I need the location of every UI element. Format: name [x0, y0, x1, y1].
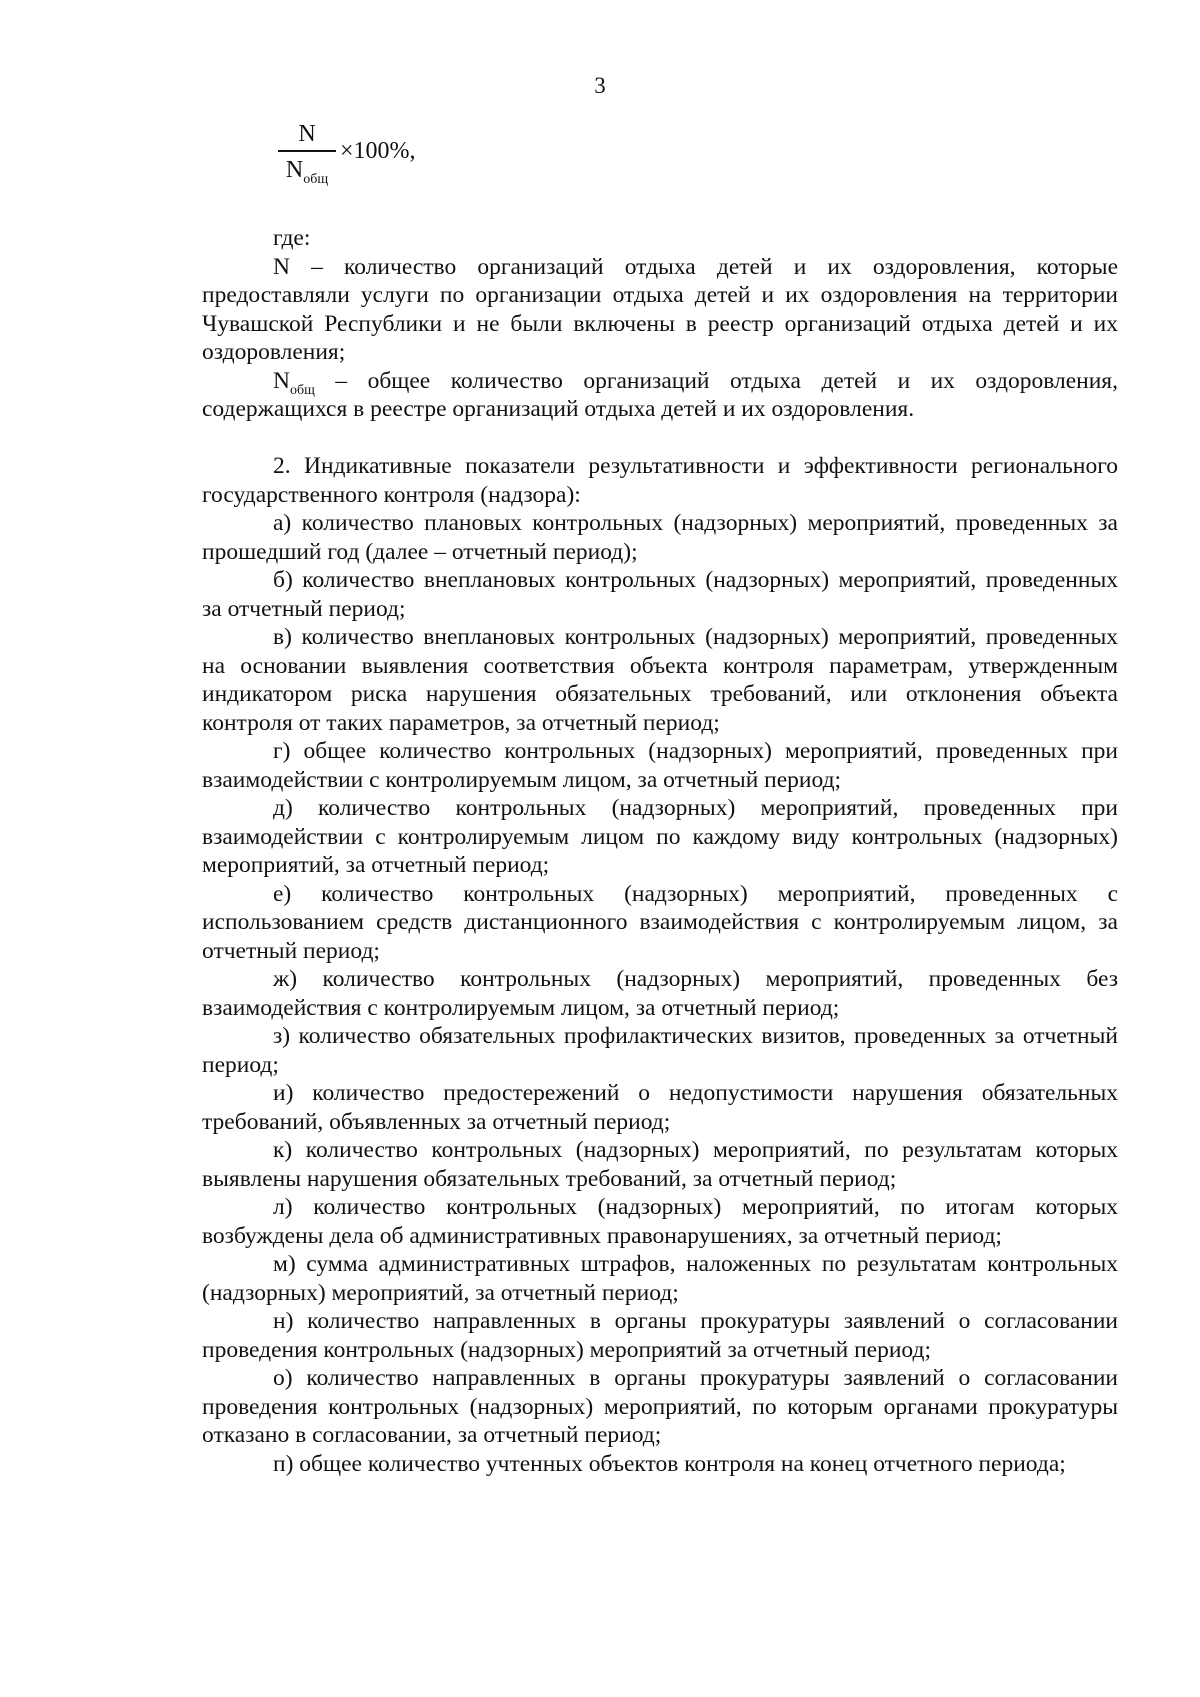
list-item-zh: ж) количество контрольных (надзорных) мероприятий, проведенных без взаимодействия с контролируемым лицом, за отчетный период; [202, 966, 1118, 1021]
where-label: где: [273, 225, 311, 251]
definition-n-total-base: N [273, 367, 290, 394]
formula-multiplier: ×100%, [340, 138, 416, 164]
fraction-bar [278, 150, 336, 152]
definition-n: N – количество организаций отдыха детей и их оздоровления, которые предоставляли услуги по организации отдыха детей и их оздоровления на территории Чувашской Республики и не были включены в реестр организаций отдыха детей и их оздоровления; [202, 253, 1118, 365]
definition-n-total-subscript: общ [289, 382, 315, 398]
formula-denominator [278, 156, 336, 187]
definition-n-total-text: – общее количество организаций отдыха детей и их оздоровления, содержащихся в реестре организаций отдыха детей и их оздоровления. [202, 367, 1118, 422]
list-item-m: м) сумма административных штрафов, наложенных по результатам контрольных (надзорных) мероприятий, за отчетный период; [202, 1251, 1118, 1306]
list-item-b: б) количество внеплановых контрольных (надзорных) мероприятий, проведенных за отчетный период; [202, 567, 1118, 622]
page-number: 3 [594, 73, 606, 98]
list-item-i: и) количество предостережений о недопустимости нарушения обязательных требований, объявленных за отчетный период; [202, 1080, 1118, 1135]
definition-n-total [202, 367, 1118, 424]
list-item-d: д) количество контрольных (надзорных) мероприятий, проведенных при взаимодействии с контролируемым лицом по каждому виду контрольных (надзорных) мероприятий, за отчетный период; [202, 795, 1118, 878]
formula-numerator: N [298, 121, 316, 147]
list-item-v: в) количество внеплановых контрольных (надзорных) мероприятий, проведенных на основании выявления соответствия объекта контроля параметрам, утвержденным индикатором риска нарушения обязательных требований, или отклонения объекта контроля от таких параметров, за отчетный период; [202, 624, 1118, 736]
document-body [202, 224, 1118, 1478]
list-item-p: п) общее количество учтенных объектов контроля на конец отчетного периода; [273, 1450, 1066, 1477]
list-item-n: н) количество направленных в органы прокуратуры заявлений о согласовании проведения контрольных (надзорных) мероприятий за отчетный период; [202, 1308, 1118, 1363]
formula-fraction [278, 120, 336, 187]
section-2-heading: 2. Индикативные показатели результативности и эффективности регионального государственного контроля (надзора): [202, 453, 1118, 508]
formula-denominator-base: N [285, 156, 304, 183]
list-item-e: е) количество контрольных (надзорных) мероприятий, проведенных с использованием средств дистанционного взаимодействия с контролируемым лицом, за отчетный период; [202, 880, 1118, 964]
list-item-o: о) количество направленных в органы прокуратуры заявлений о согласовании проведения контрольных (надзорных) мероприятий, по которым органами прокуратуры отказано в согласовании, за отчетный период; [202, 1365, 1118, 1448]
formula-denominator-subscript: общ [303, 171, 329, 187]
list-item-l: л) количество контрольных (надзорных) мероприятий, по итогам которых возбуждены дела об административных правонарушениях, за отчетный период; [202, 1194, 1118, 1249]
list-item-z: з) количество обязательных профилактических визитов, проведенных за отчетный период; [202, 1023, 1118, 1078]
list-item-g: г) общее количество контрольных (надзорных) мероприятий, проведенных при взаимодействии с контролируемым лицом, за отчетный период; [202, 738, 1118, 793]
list-item-a: а) количество плановых контрольных (надзорных) мероприятий, проведенных за прошедший год (далее – отчетный период); [202, 510, 1118, 565]
list-item-k: к) количество контрольных (надзорных) мероприятий, по результатам которых выявлены нарушения обязательных требований, за отчетный период; [202, 1137, 1118, 1192]
